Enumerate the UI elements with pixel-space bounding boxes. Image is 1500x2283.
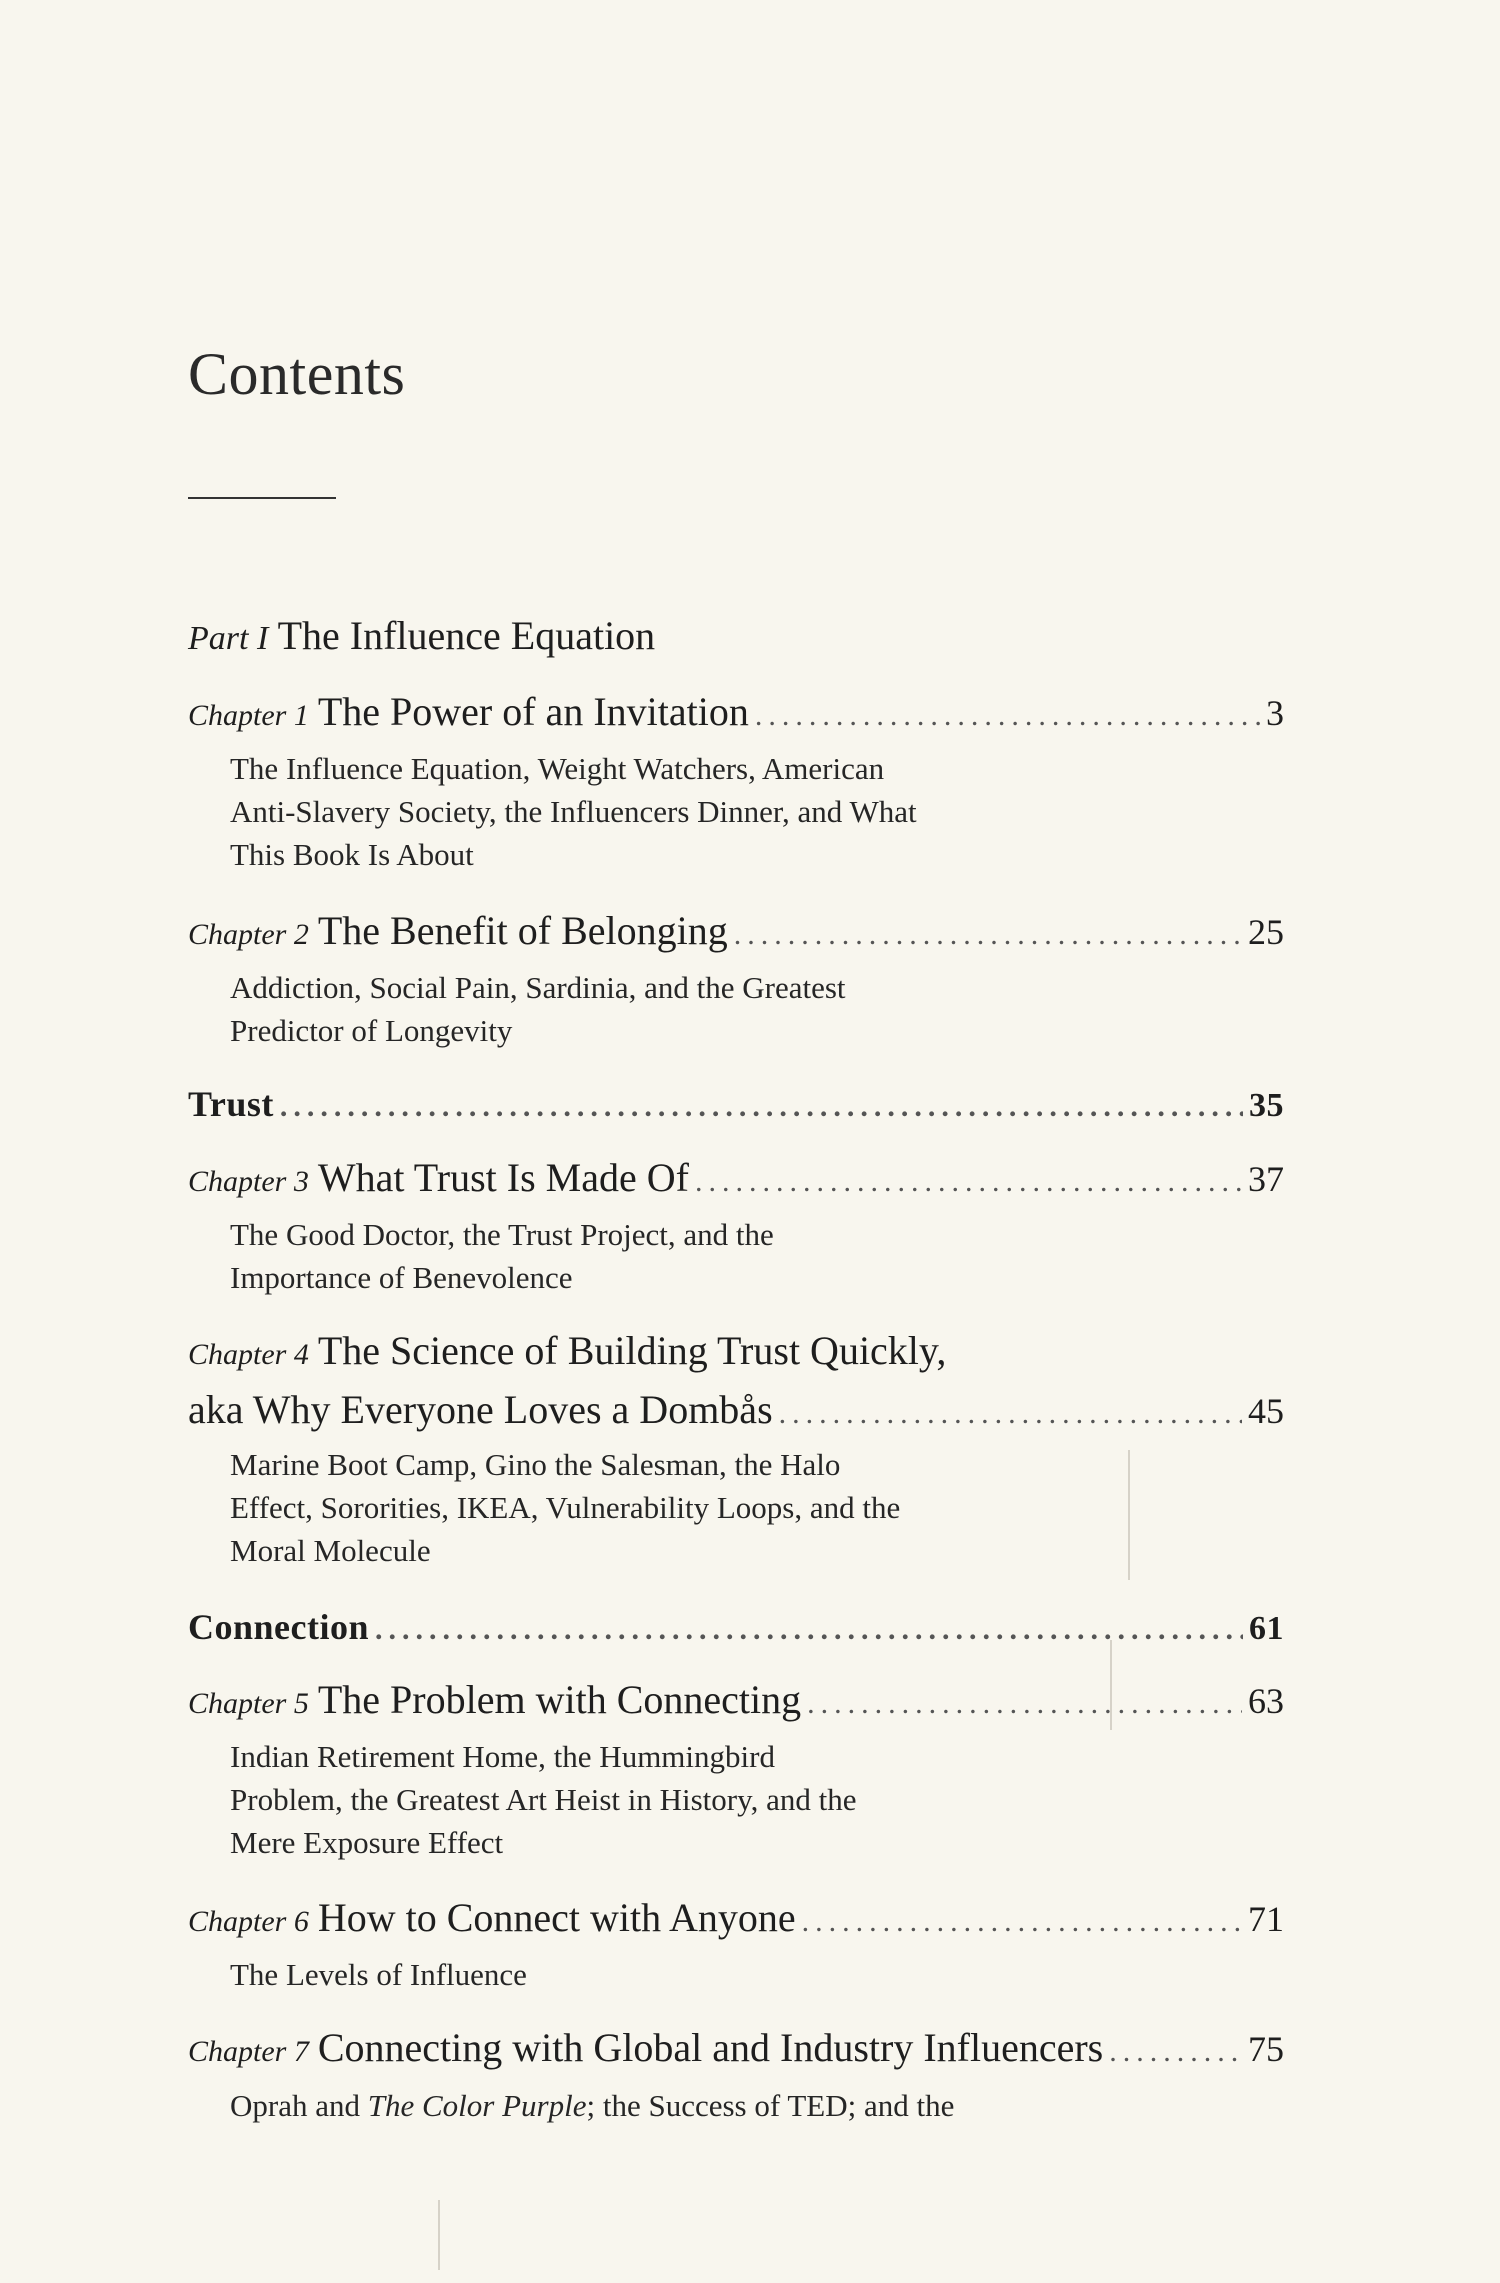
chapter-label: Chapter 1 bbox=[188, 699, 309, 732]
part-title: The Influence Equation bbox=[277, 613, 656, 658]
chapter-description bbox=[230, 747, 1050, 876]
chapter-description bbox=[230, 2084, 1050, 2127]
part-label: Part I bbox=[188, 620, 269, 657]
description-line: Predictor of Longevity bbox=[230, 1013, 513, 1048]
toc-section-trust[interactable] bbox=[188, 1075, 1284, 1136]
description-line: Problem, the Greatest Art Heist in History, and the bbox=[230, 1782, 857, 1817]
chapter-title: The Benefit of Belonging bbox=[317, 908, 728, 953]
dot-leader bbox=[734, 906, 1242, 964]
page-number: 61 bbox=[1249, 1610, 1284, 1647]
description-line: Addiction, Social Pain, Sardinia, and the Greatest bbox=[230, 970, 846, 1005]
description-line bbox=[230, 2084, 1050, 2127]
toc-section-connection[interactable] bbox=[188, 1598, 1284, 1659]
chapter-title: The Science of Building Trust Quickly, bbox=[317, 1328, 947, 1373]
dot-leader bbox=[779, 1385, 1242, 1443]
section-title: Connection bbox=[188, 1607, 370, 1647]
title-rule bbox=[188, 497, 336, 499]
dot-leader bbox=[375, 1601, 1243, 1659]
chapter-description bbox=[230, 966, 1050, 1052]
chapter-description bbox=[230, 1213, 1050, 1299]
page-number: 71 bbox=[1248, 1899, 1284, 1939]
chapter-label: Chapter 7 bbox=[188, 2035, 309, 2068]
chapter-title: The Problem with Connecting bbox=[317, 1677, 802, 1722]
toc-entry-chapter-2[interactable] bbox=[188, 902, 1284, 964]
scan-mark bbox=[1110, 1640, 1112, 1730]
chapter-description bbox=[230, 1735, 1050, 1864]
dot-leader bbox=[755, 687, 1260, 745]
chapter-title: The Power of an Invitation bbox=[317, 689, 749, 734]
chapter-label: Chapter 3 bbox=[188, 1165, 309, 1198]
toc-entry-chapter-4[interactable] bbox=[188, 1381, 1284, 1443]
description-line: This Book Is About bbox=[230, 837, 474, 872]
chapter-title: Connecting with Global and Industry Influencers bbox=[317, 2025, 1104, 2070]
description-line: Moral Molecule bbox=[230, 1533, 431, 1568]
chapter-description bbox=[230, 1953, 1050, 1996]
page-number: 63 bbox=[1248, 1681, 1284, 1721]
page-number: 35 bbox=[1249, 1087, 1284, 1124]
toc-entry-chapter-7[interactable] bbox=[188, 2019, 1284, 2081]
description-line: Indian Retirement Home, the Hummingbird bbox=[230, 1739, 775, 1774]
book-title-italic: The Color Purple bbox=[367, 2088, 587, 2123]
description-text: Oprah and bbox=[230, 2088, 368, 2123]
page-number: 25 bbox=[1248, 912, 1284, 952]
dot-leader bbox=[1109, 2023, 1242, 2081]
dot-leader bbox=[807, 1675, 1242, 1733]
dot-leader bbox=[802, 1893, 1242, 1951]
chapter-label: Chapter 4 bbox=[188, 1338, 309, 1371]
scan-mark bbox=[438, 2200, 440, 2270]
chapter-title-continued: aka Why Everyone Loves a Dombås bbox=[188, 1387, 773, 1432]
description-line: Marine Boot Camp, Gino the Salesman, the Halo bbox=[230, 1447, 841, 1482]
chapter-title: How to Connect with Anyone bbox=[317, 1895, 796, 1940]
description-line: The Influence Equation, Weight Watchers, American bbox=[230, 751, 885, 786]
description-line: Effect, Sororities, IKEA, Vulnerability Loops, and the bbox=[230, 1490, 901, 1525]
toc-entry-chapter-5[interactable] bbox=[188, 1671, 1284, 1733]
description-line: Importance of Benevolence bbox=[230, 1260, 573, 1295]
description-line: The Levels of Influence bbox=[230, 1957, 527, 1992]
page-number: 45 bbox=[1248, 1391, 1284, 1431]
dot-leader bbox=[280, 1078, 1243, 1136]
dot-leader bbox=[695, 1153, 1242, 1211]
chapter-label: Chapter 6 bbox=[188, 1905, 309, 1938]
chapter-label: Chapter 5 bbox=[188, 1687, 309, 1720]
chapter-label: Chapter 2 bbox=[188, 918, 309, 951]
page-number: 75 bbox=[1248, 2029, 1284, 2069]
part-heading bbox=[188, 612, 655, 659]
description-text: ; the Success of TED; and the bbox=[586, 2088, 955, 2123]
scan-mark bbox=[1128, 1450, 1130, 1580]
page-title: Contents bbox=[188, 341, 406, 407]
description-line: Mere Exposure Effect bbox=[230, 1825, 504, 1860]
description-line: The Good Doctor, the Trust Project, and the bbox=[230, 1217, 774, 1252]
page-number: 3 bbox=[1266, 693, 1284, 733]
description-line: Anti-Slavery Society, the Influencers Dinner, and What bbox=[230, 794, 917, 829]
toc-entry-chapter-6[interactable] bbox=[188, 1889, 1284, 1951]
chapter-description bbox=[230, 1443, 1050, 1572]
toc-entry-chapter-3[interactable] bbox=[188, 1149, 1284, 1211]
toc-entry-chapter-4-line-1[interactable] bbox=[188, 1322, 946, 1384]
chapter-title: What Trust Is Made Of bbox=[317, 1155, 689, 1200]
section-title: Trust bbox=[188, 1084, 274, 1124]
page-number: 37 bbox=[1248, 1159, 1284, 1199]
toc-entry-chapter-1[interactable] bbox=[188, 683, 1284, 745]
